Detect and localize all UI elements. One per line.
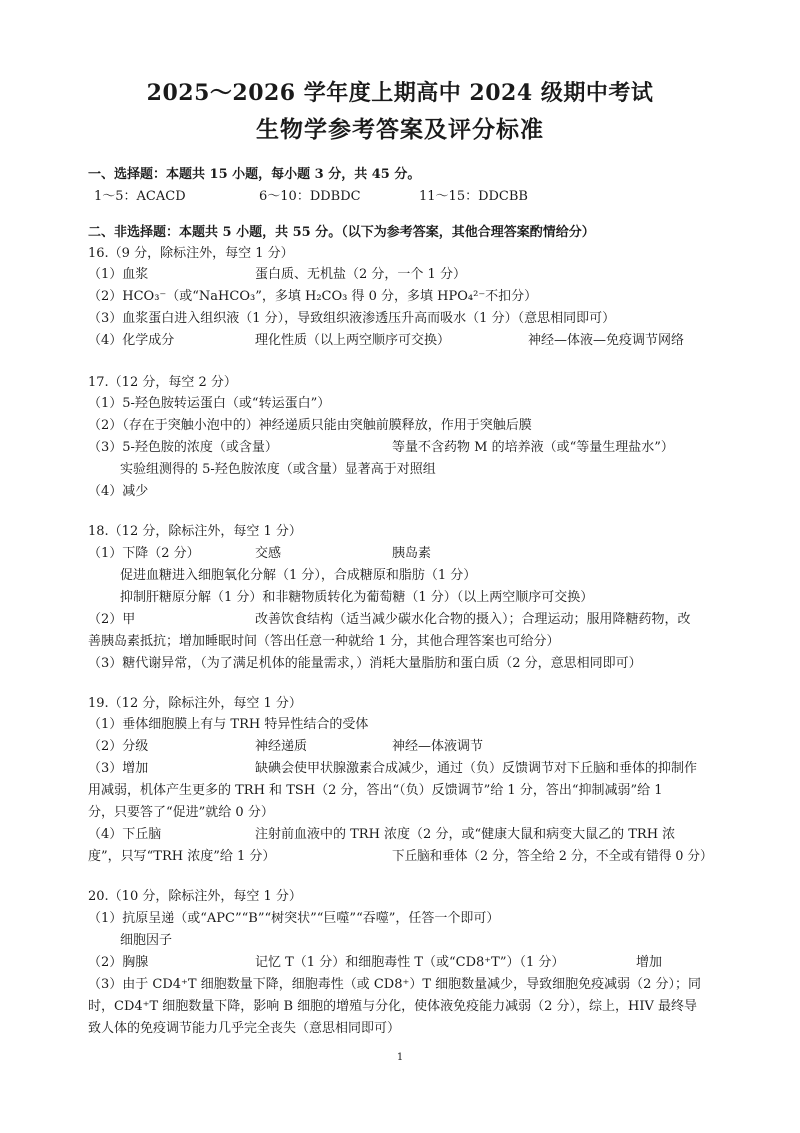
q17-answer-2: （2）（存在于突触小泡中的）神经递质只能由突触前膜释放，作用于突触后膜 <box>88 418 532 433</box>
q19-heading: 19.（12 分，除标注外，每空 1 分） <box>88 696 302 711</box>
section2-heading: 二、非选择题：本题共 5 小题，共 55 分。（以下为参考答案，其他合理答案酌情给分） <box>88 225 595 240</box>
page-subtitle: 生物学参考答案及评分标准 <box>256 116 544 143</box>
q18-answer-2-cont: 善胰岛素抵抗；增加睡眠时间（答出任意一种就给 1 分，其他合理答案也可给分） <box>88 634 560 649</box>
q20-answer-1: （1）抗原呈递（或“APC”“B”“树突状”“巨噬”“吞噬”，任答一个即可） <box>88 911 500 926</box>
q18-heading: 18.（12 分，除标注外，每空 1 分） <box>88 524 302 539</box>
q20-answer-3-cont2: 致人体的免疫调节能力几乎完全丧失（意思相同即可） <box>88 1021 401 1036</box>
q17-answer-1: （1）5-羟色胺转运蛋白（或“转运蛋白”） <box>88 396 331 411</box>
choice-answers-row <box>0 186 800 207</box>
q16-answer-2: （2）HCO₃⁻（或“NaHCO₃”，多填 H₂CO₃ 得 0 分，多填 HPO₄²⁻不扣分） <box>88 289 538 304</box>
q20-answer-3-cont: 时，CD4⁺T 细胞数量下降，影响 B 细胞的增殖与分化，使体液免疫能力减弱（2 分），综上，HIV 最终导 <box>88 999 698 1014</box>
q16-answer-1: （1）血浆 蛋白质、无机盐（2 分，一个 1 分） <box>88 267 466 282</box>
q19-answer-3-cont: 用减弱，机体产生更多的 TRH 和 TSH（2 分，答出“（负）反馈调节”给 1 分，答出“抑制减弱”给 1 <box>88 783 663 798</box>
q18-answer-1: （1）下降（2 分） 交感 胰岛素 <box>88 546 432 561</box>
q19-answer-4: （4）下丘脑 注射前血液中的 TRH 浓度（2 分，或“健康大鼠和病变大鼠乙的 TRH 浓 <box>88 827 676 842</box>
choice-answers-11-15: 11～15：DDCBB <box>419 189 528 204</box>
section1-heading: 一、选择题：本题共 15 小题，每小题 3 分，共 45 分。 <box>88 167 421 182</box>
q19-answer-1: （1）垂体细胞膜上有与 TRH 特异性结合的受体 <box>88 717 369 732</box>
q20-answer-1-cont: 细胞因子 <box>120 933 173 948</box>
q18-answer-1-cont2: 抑制肝糖原分解（1 分）和非糖物质转化为葡萄糖（1 分）（以上两空顺序可交换） <box>120 590 594 605</box>
q19-answer-3-cont2: 分，只要答了“促进”就给 0 分） <box>88 805 274 820</box>
q19-answer-2: （2）分级 神经递质 神经—体液调节 <box>88 739 484 754</box>
q17-answer-3: （3）5-羟色胺的浓度（或含量） 等量不含药物 M 的培养液（或“等量生理盐水”） <box>88 440 674 455</box>
q19-answer-4-cont: 度”，只写“TRH 浓度”给 1 分） 下丘脑和垂体（2 分，答全给 2 分，不全或有错得 0 分） <box>88 849 713 864</box>
q17-heading: 17.（12 分，每空 2 分） <box>88 375 237 390</box>
q18-answer-2: （2）甲 改善饮食结构（适当减少碳水化合物的摄入）；合理运动；服用降糖药物，改 <box>88 612 691 627</box>
page-title: 2025～2026 学年度上期高中 2024 级期中考试 <box>146 80 654 106</box>
choice-answers-6-10: 6～10：DDBDC <box>259 189 361 204</box>
q18-answer-1-cont: 促进血糖进入细胞氧化分解（1 分），合成糖原和脂肪（1 分） <box>120 568 477 583</box>
q18-answer-3: （3）糖代谢异常，（为了满足机体的能量需求，）消耗大量脂肪和蛋白质（2 分，意思相同即可） <box>88 656 642 671</box>
q19-answer-3: （3）增加 缺碘会使甲状腺激素合成减少，通过（负）反馈调节对下丘脑和垂体的抑制作 <box>88 761 698 776</box>
q16-answer-3: （3）血浆蛋白进入组织液（1 分），导致组织液渗透压升高而吸水（1 分）（意思相同即可） <box>88 311 616 326</box>
q16-heading: 16.（9 分，除标注外，每空 1 分） <box>88 246 294 261</box>
page-number: 1 <box>396 1052 404 1063</box>
q16-answer-4: （4）化学成分 理化性质（以上两空顺序可交换） 神经—体液—免疫调节网络 <box>88 333 685 348</box>
q20-heading: 20.（10 分，除标注外，每空 1 分） <box>88 889 302 904</box>
q17-answer-4: （4）减少 <box>88 484 149 499</box>
choice-answers-1-5: 1～5：ACACD <box>94 189 186 204</box>
q20-answer-3: （3）由于 CD4⁺T 细胞数量下降，细胞毒性（或 CD8⁺）T 细胞数量减少，导致细胞免疫减弱（2 分）；同 <box>88 977 702 992</box>
q17-answer-3-cont: 实验组测得的 5-羟色胺浓度（或含量）显著高于对照组 <box>120 462 436 477</box>
q20-answer-2: （2）胸腺 记忆 T（1 分）和细胞毒性 T（或“CD8⁺T”）（1 分） 增加 <box>88 955 663 970</box>
